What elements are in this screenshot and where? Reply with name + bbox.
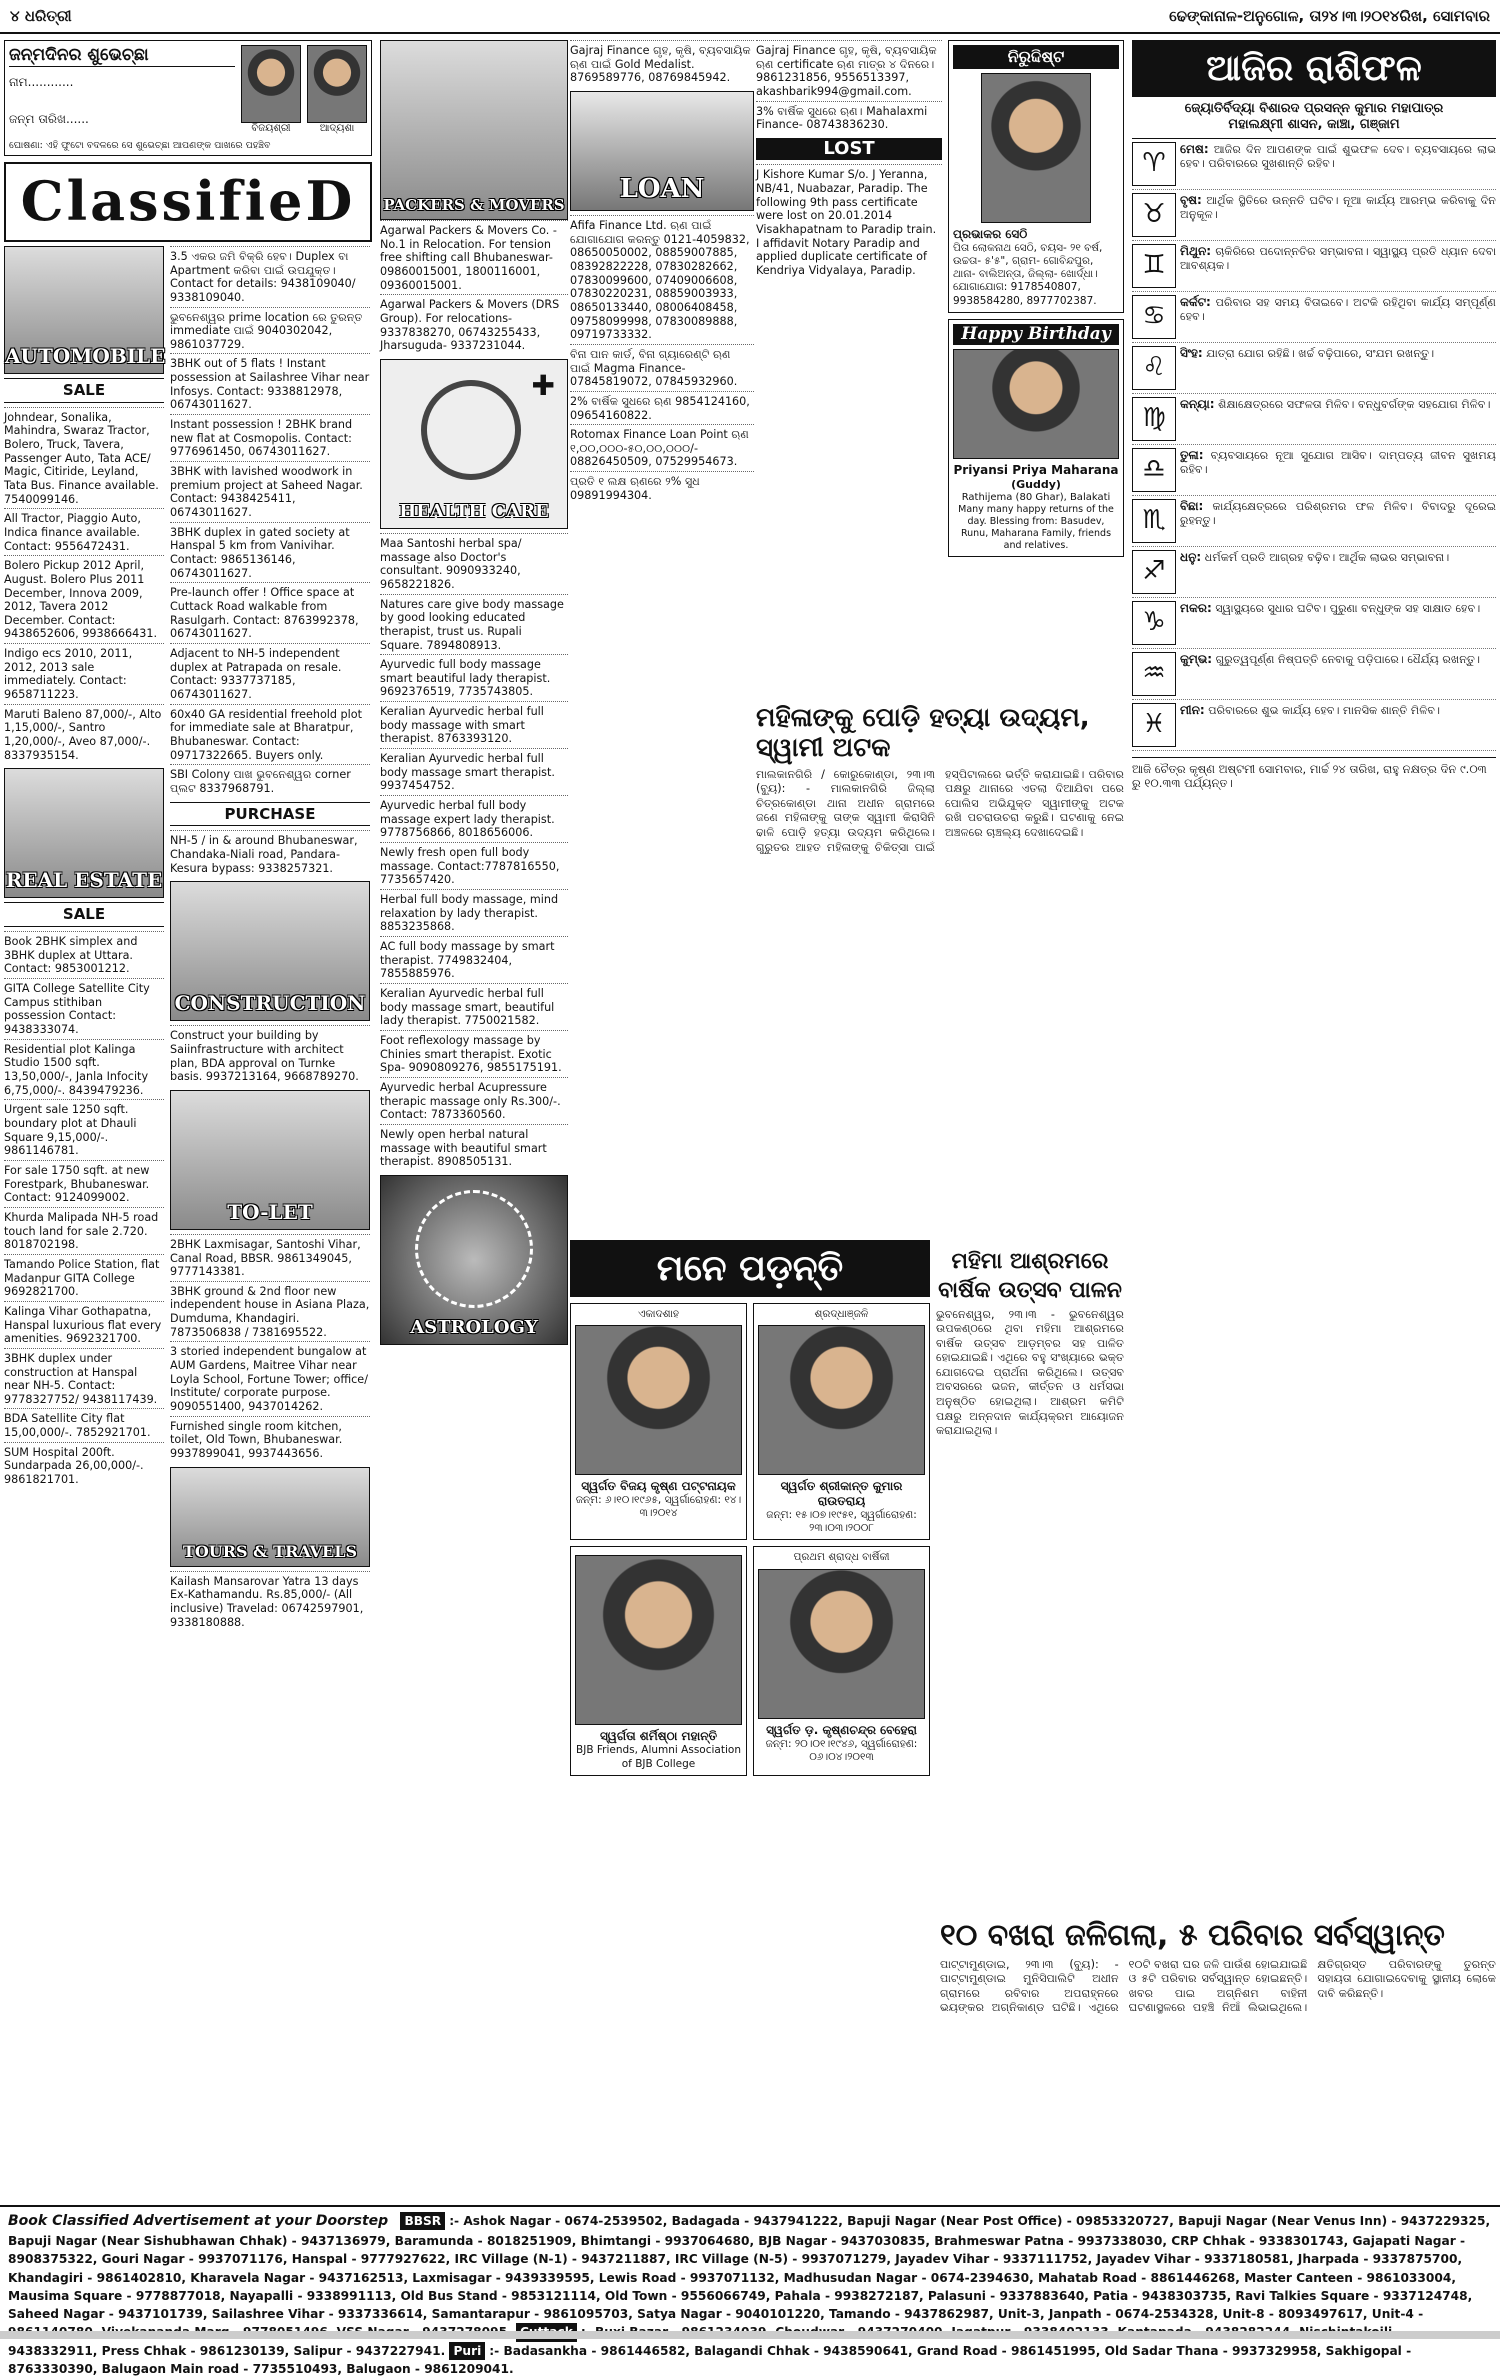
purchase-heading: PURCHASE [170, 802, 370, 827]
rashi-text [1180, 703, 1440, 747]
classified-ad: 3BHK with lavished woodwork in premium project at Saheed Nagar. Contact: 9438425411, 06743011627. [170, 461, 370, 522]
birthday-wish: Many many happy returns of the day. Blessing from: Basudev, Runu, Maharana Family, friends and relatives. [958, 504, 1114, 551]
classified-ad: NH-5 / in & around Bhubaneswar, Chandaka-Niali road, Pandara- Kesura bypass: 9338257321. [170, 830, 370, 877]
rashi-prediction: ଗୁରୁତ୍ୱପୂର୍ଣ୍ଣ ନିଷ୍ପତ୍ତି ନେବାକୁ ପଡ଼ିପାରେ। ଧୈର୍ଯ୍ୟ ରଖନ୍ତୁ। [1215, 652, 1480, 666]
story-1-headline: ମହିଳାଙ୍କୁ ପୋଡ଼ି ହତ୍ୟା ଉଦ୍ୟମ, ସ୍ୱାମୀ ଅଟକ [756, 703, 1090, 763]
classified-ad: Ayurvedic herbal Acupressure therapic massage only Rs.300/-. Contact: 7873360560. [380, 1077, 568, 1124]
rashi-prediction: ଧର୍ମକର୍ମ ପ୍ରତି ଆଗ୍ରହ ବଢ଼ିବ। ଆର୍ଥିକ ଲାଭର ସମ୍ଭାବନା। [1204, 550, 1450, 564]
rashi-prediction: ଚାକିରିରେ ପଦୋନ୍ନତିର ସମ୍ଭାବନା। ସ୍ୱାସ୍ଥ୍ୟ ପ୍ରତି ଧ୍ୟାନ ଦେବା ଆବଶ୍ୟକ। [1180, 244, 1496, 272]
rashi-name: ମିଥୁନ: [1180, 243, 1212, 258]
automobile-image [4, 246, 164, 374]
rashi-name: ସିଂହ: [1180, 345, 1203, 360]
zodiac-sign-icon: ♒ [1132, 652, 1176, 696]
rashi-row [1132, 547, 1496, 598]
story-2-headline-2: ବାର୍ଷିକ ଉତ୍ସବ ପାଳନ [938, 1278, 1122, 1304]
rashi-prediction: କାର୍ଯ୍ୟକ୍ଷେତ୍ରରେ ପରିଶ୍ରମର ଫଳ ମିଳିବ। ବିବାଦରୁ ଦୂରେଇ ରୁହନ୍ତୁ। [1180, 499, 1497, 527]
classified-ad: GITA College Satellite City Campus stithiban possession Contact: 9438333074. [4, 978, 164, 1039]
rashi-row [1132, 241, 1496, 292]
classified-ad: Tamando Police Station, flat Madanpur GITA College 9692821700. [4, 1254, 164, 1301]
story-3-body: ପାଟ୍ଟାମୁଣ୍ଡାଇ, ୨୩।୩ (ବ୍ୟୁ): - ପାଟ୍ଟାମୁଣ୍ଡାଇ ମୁନିସିପାଲିଟି ଅଧୀନ ଗ୍ରାମରେ ରବିବାର ଅପରାହ୍ନରେ ଭୟଙ୍କର ଅଗ୍ନିକାଣ୍ଡ ଘଟିଛି। ଏଥିରେ ୧୦ଟି ବଖରା ଘର ଜଳି ପାଉଁଶ ହୋଇଯାଇଛି ଓ ୫ଟି ପରିବାର ସର୍ବସ୍ୱାନ୍ତ ହୋଇଛନ୍ତି। ଖବର ପାଇ ଅଗ୍ନିଶମ ବାହିନୀ ଘଟଣାସ୍ଥଳରେ ପହଞ୍ଚି ନିଆଁ ଲିଭାଇଥିଲେ। କ୍ଷତିଗ୍ରସ୍ତ ପରିବାରଙ୍କୁ ତୁରନ୍ତ ସହାୟତା ଯୋଗାଇଦେବାକୁ ସ୍ଥାନୀୟ ଲୋକେ ଦାବି କରିଛନ୍ତି। [940, 1957, 1496, 2015]
rashi-text [1180, 652, 1480, 696]
column-6 [948, 40, 1124, 700]
rashi-row [1132, 598, 1496, 649]
astrologer-name: ଜ୍ୟୋତିର୍ବିଦ୍ୟା ବିଶାରଦ ପ୍ରସନ୍ନ କୁମାର ମହାପାତ୍ର [1184, 101, 1444, 116]
classified-ad: ବିନା ପାନ କାର୍ଡ, ବିନା ଗ୍ୟାରେଣ୍ଟି ଋଣ ପାଇଁ Magma Finance- 07845819072, 07845932960. [570, 344, 754, 391]
classified-ad: Maruti Baleno 87,000/-, Alto 1,15,000/-, Santro 1,20,000/-, Aveo 87,000/-. 8337935154. [4, 704, 164, 765]
real-estate-label: REAL ESTATE [5, 868, 163, 893]
rashi-text [1180, 448, 1496, 492]
zodiac-sign-icon: ♉ [1132, 193, 1176, 237]
classified-ad: Newly fresh open full body massage. Contact:7787816550, 7735657420. [380, 842, 568, 889]
rashi-prediction: ପରିବାର ସହ ସମୟ ବିତାଇବେ। ଅଟକି ରହିଥିବା କାର୍ଯ୍ୟ ସମ୍ପୂର୍ଣ୍ଣ ହେବ। [1180, 295, 1496, 323]
rashi-row [1132, 190, 1496, 241]
rashifal-title: ଆଜିର ରାଶିଫଳ [1132, 40, 1496, 97]
footer-puri-text: :- Badasankha - 9861446582, Balagandi Chhak - 9438590641, Grand Road - 9861451995, Old Sadar Thana - 9937329958, Sakhigopal - 8763330390, Balugaon Main road - 7735510493, Balugaon - 9861209041. [8, 2343, 1412, 2377]
classified-ad: Residential plot Kalinga Studio 1500 sqft. 13,50,000/-, Janla Infocity 6,75,000/-. 8439479236. [4, 1039, 164, 1100]
missing-text: ପିତା ଲୋକନାଥ ସେଠି, ବୟସ- ୨୧ ବର୍ଷ, ଉଚ୍ଚତା- ୫'୫", ଗ୍ରାମ- ଗୋବିନ୍ଦପୁର, ଥାନା- ବାଲିଅନ୍ତା, ଜିଲ୍ଲା- ଖୋର୍ଦ୍ଧା। ଯୋଗାଯୋଗ: 9178540807, 9938584280, 8977702387. [953, 242, 1103, 307]
rashi-prediction: ବ୍ୟବସାୟରେ ନୂଆ ସୁଯୋଗ ଆସିବ। ଦାମ୍ପତ୍ୟ ଜୀବନ ସୁଖମୟ ରହିବ। [1180, 448, 1496, 476]
birthday-wishes-box [4, 40, 372, 156]
classified-ad: Keralian Ayurvedic herbal full body massage smart, beautiful lady therapist. 7750021582. [380, 983, 568, 1030]
page-number: ୪ ଧରିତ୍ରୀ [10, 6, 72, 25]
missing-photo [981, 73, 1091, 223]
classified-ad: 3BHK duplex under construction at Hanspal near NH-5. Contact: 9778327752/ 9438117439. [4, 1348, 164, 1409]
classified-ad: Construct your building by Saiinfrastructure with architect plan, BDA approval on Turnke basis. 9937213164, 9668789270. [170, 1025, 370, 1086]
to-let-label: TO-LET [227, 1199, 313, 1224]
classified-ad: Afifa Finance Ltd. ଋଣ ପାଇଁ ଯୋଗାଯୋଗ କରନ୍ତୁ 0121-4059832, 08650050002, 08859007885, 08392822228, 07830282662, 07830099600, 07409006608, 07830220231, 08859003933, 08650133440, 08006408458, 09758099998, 07830089888, 09719733332. [570, 215, 754, 344]
horizontal-scrollbar[interactable] [0, 2331, 1500, 2339]
classified-ad: Maa Santoshi herbal spa/ massage also Doctor's consultant. 9090933240, 9658221826. [380, 533, 568, 594]
story-1 [756, 700, 1124, 1240]
missing-title: ନିରୁଦ୍ଦିଷ୍ଟ [953, 45, 1119, 69]
loan-image [570, 91, 754, 211]
child-name-2: ଆଦ୍ୟଶା [319, 123, 355, 134]
rashi-name: ମେଷ: [1180, 141, 1209, 156]
rashi-name: ବିଛା: [1180, 498, 1204, 513]
classified-ad: SUM Hospital 200ft. Sundarpada 26,00,000/-. 9861821701. [4, 1442, 164, 1489]
classified-ad: Gajraj Finance ଗୃହ, କୃଷି, ବ୍ୟବସାୟିକ ଋଣ ପାଇଁ Gold Medalist. 8769589776, 08769845942. [570, 40, 754, 87]
column-3 [380, 40, 568, 2200]
zodiac-sign-icon: ♍ [1132, 397, 1176, 441]
memorial-card-3 [753, 1546, 930, 1775]
memorial-2-photo [758, 1325, 925, 1475]
column-5 [756, 40, 942, 730]
classified-ad: Kailash Mansarovar Yatra 13 days Ex-Kathamandu. Rs.85,000/- (All inclusive) Travelad: 06742597901, 9338180888. [170, 1571, 370, 1632]
real-estate-image [4, 768, 164, 898]
zodiac-sign-icon: ♌ [1132, 346, 1176, 390]
classified-ad: Agarwal Packers & Movers Co. - No.1 in Relocation. For tension free shifting call Bhubaneswar- 09860015001, 1800116001, 09360015001. [380, 220, 568, 294]
story-2-headline-1: ମହିମା ଆଶ୍ରମରେ [951, 1249, 1109, 1274]
story-2 [936, 1245, 1124, 1915]
classified-ad: Newly open herbal natural massage with beautiful smart therapist. 8908505131. [380, 1124, 568, 1171]
construction-image [170, 881, 370, 1021]
classified-ad: All Tractor, Piaggio Auto, Indica finance available. Contact: 9556472431. [4, 508, 164, 555]
classified-ad: SBI Colony ପାଖ ଭୁବନେଶ୍ୱର corner ପ୍ଲଟ 8337968791. [170, 764, 370, 797]
birthday-note: ଘୋଷଣା: ଏହି ଫୁଟୋ ବଦଳରେ ସେ ଶୁଭେଚ୍ଛା ଆପଣଙ୍କ ପାଖରେ ପହଞ୍ଚିବ [9, 139, 271, 151]
birthday-box-title: ଜନ୍ମଦିନର ଶୁଭେଚ୍ଛା [9, 45, 235, 67]
automobile-label: AUTOMOBILE [5, 343, 166, 368]
rashi-text [1180, 601, 1480, 645]
rashi-row [1132, 700, 1496, 751]
classified-ad: 3BHK duplex in gated society at Hanspal 5 km from Vanivihar. Contact: 9865136146, 06743011627. [170, 522, 370, 583]
rashi-row [1132, 445, 1496, 496]
missing-person-box [948, 40, 1124, 313]
memorial-3-role: ପ୍ରଥମ ଶ୍ରାଦ୍ଧ ବାର୍ଷିକୀ [793, 1551, 890, 1564]
health-image [380, 359, 568, 529]
classified-ad: Indigo ecs 2010, 2011, 2012, 2013 sale immediately. Contact: 9658711223. [4, 643, 164, 704]
footer-lead: Book Classified Advertisement at your Doorstep [8, 2213, 389, 2229]
classified-ad: 3 storied independent bungalow at AUM Gardens, Maitree Vihar near Loyla School, Fortune Tower; office/ Institute/ corporate purpose. 9090551400, 9437014262. [170, 1341, 370, 1415]
memorial-1-text: ଜନ୍ମ: ୬।୧୦।୧୯୬୫, ସ୍ୱର୍ଗାରୋହଣ: ୧୪।୩।୨୦୧୪ [575, 1494, 742, 1520]
mane-padanti-section [570, 1240, 930, 2200]
birthday-child-photo [953, 349, 1119, 459]
column-4 [570, 40, 754, 1230]
memorial-card-1 [570, 1303, 747, 1540]
sale-heading: SALE [4, 378, 164, 403]
astrology-image [380, 1175, 568, 1345]
rashi-text [1180, 244, 1496, 288]
rashi-text [1180, 295, 1496, 339]
classified-ad: 3% ବାର୍ଷିକ ସୁଧରେ ଋଣ। Mahalaxmi Finance- 08743836230. [756, 101, 942, 134]
memorial-2-text: ଜନ୍ମ: ୧୫।୦୭।୧୯୫୧, ସ୍ୱର୍ଗାରୋହଣ: ୨୩।୦୩।୨୦୦୮ [766, 1509, 917, 1535]
memorial-card-2 [753, 1303, 930, 1540]
memorial-1-name: ସ୍ୱର୍ଗତ ବିଜୟ କୃଷ୍ଣ ପଟ୍ଟନାୟକ [581, 1479, 736, 1494]
rashi-prediction: ଯାତ୍ରା ଯୋଗ ରହିଛି। ଖର୍ଚ୍ଚ ବଢ଼ିପାରେ, ସଂଯମ ରଖନ୍ତୁ। [1206, 346, 1435, 360]
classified-ad: Khurda Malipada NH-5 road touch land for sale 2.720. 8018702198. [4, 1207, 164, 1254]
classified-ad: For sale 1750 sqft. at new Forestpark, Bhubaneswar. Contact: 9124099002. [4, 1160, 164, 1207]
classified-ad: Urgent sale 1250 sqft. boundary plot at Dhauli Square 9,15,000/-. 9861146781. [4, 1099, 164, 1160]
rashi-row [1132, 292, 1496, 343]
memorial-card-4 [570, 1546, 747, 1775]
rashi-text [1180, 193, 1496, 237]
mane-padanti-title: ମନେ ପଡ଼ନ୍ତି [570, 1240, 930, 1297]
construction-label: CONSTRUCTION [174, 991, 366, 1016]
memorial-4-text: BJB Friends, Alumni Association of BJB College [576, 1744, 741, 1770]
classified-ad: 3BHK out of 5 flats ! Instant possession at Sailashree Vihar near Infosys. Contact: 9338812978, 06743011627. [170, 353, 370, 414]
classified-ad: BDA Satellite City flat 15,00,000/-. 7852921701. [4, 1408, 164, 1441]
page-date: ଢେଙ୍କାନାଳ-ଅନୁଗୋଳ, ତା୨୪।୩।୨୦୧୪ରିଖ, ସୋମବାର [1169, 6, 1490, 25]
classified-ad: Herbal full body massage, mind relaxation by lady therapist. 8853235868. [380, 889, 568, 936]
panji-footer: ଆଜି ଚୈତ୍ର କୃଷ୍ଣ ଅଷ୍ଟମୀ ସୋମବାର, ମାର୍ଚ୍ଚ ୨୪ ତାରିଖ, ରାହୁ ନକ୍ଷତ୍ର ଦିନ ୯.୦୩ ରୁ ୧୦.୩୩ ପର୍ଯ୍ୟନ୍ତ। [1132, 757, 1496, 791]
rashi-name: କୁମ୍ଭ: [1180, 651, 1213, 666]
classified-ad: Instant possession ! 2BHK brand new flat at Cosmopolis. Contact: 9776961450, 06743011627. [170, 414, 370, 461]
health-label: HEALTH CARE [399, 501, 549, 523]
memorial-3-text: ଜନ୍ମ: ୨୦।୦୧।୧୯୪୬, ସ୍ୱର୍ଗାରୋହଣ: ୦୬।୦୪।୨୦୧୩ [765, 1737, 918, 1763]
tours-label: TOURS & TRAVELS [182, 1541, 358, 1561]
classified-ad: Pre-launch offer ! Office space at Cuttack Road walkable from Rasulgarh. Contact: 8763992378, 06743011627. [170, 582, 370, 643]
rashi-name: ଧନୁ: [1180, 549, 1202, 564]
rashi-prediction: ପରିବାରରେ ଶୁଭ କାର୍ଯ୍ୟ ହେବ। ମାନସିକ ଶାନ୍ତି ମିଳିବ। [1208, 703, 1441, 717]
packers-label: PACKERS & MOVERS [383, 196, 565, 215]
zodiac-sign-icon: ♏ [1132, 499, 1176, 543]
zodiac-sign-icon: ♋ [1132, 295, 1176, 339]
zodiac-sign-icon: ♊ [1132, 244, 1176, 288]
rashi-row [1132, 394, 1496, 445]
classified-title: ClassifieD [4, 162, 372, 242]
classified-ad: 2% ବାର୍ଷିକ ସୁଧରେ ଋଣ 9854124160, 09654160822. [570, 391, 754, 424]
rashi-row [1132, 649, 1496, 700]
missing-name: ପ୍ରଭାକର ସେଠି [953, 227, 1028, 241]
footer-cuttack-text: 9438332911, Press Chhak - 9861230139, Salipur - 9437227941. [8, 2343, 446, 2358]
column-1 [4, 40, 372, 2200]
classified-ad: Agarwal Packers & Movers (DRS Group). For relocations- 9337838270, 06743255433, Jharsuguda- 9337231044. [380, 294, 568, 355]
story-3 [940, 1915, 1496, 2200]
footer-bbsr-text: :- Ashok Nagar - 0674-2539502, Badagada - 9437941222, Bapuji Nagar (Near Post Office) - 09853320727, Bapuji Nagar (Near Venus Inn) - 9437229325, Bapuji Nagar (Near Sishubhawan Chhak) - 9437136979, Baramunda - 8018251909, Bhimtangi - 9937064680, BJB Nagar - 9437030835, Brahmeswar Patna - 9937338030, CRP Chhak - 9338301743, Gajapati Nagar - 8908375322, Gouri Nagar - 9937071176, Hanspal - 9777927622, IRC Village (N-1) - 9437211887, IRC Village (N-5) - 9937071279, Jayadev Vihar - 9337111752, Jayadev Vihar - 9337180581, Jharpada - 9337875700, Khandagiri - 9861402810, Kharavela Nagar - 9437162513, Laxmisagar - 9439339595, Lewis Road - 9937071132, Madhusudan Nagar - 0674-2394630, Mahatab Road - 8861446268, Master Canteen - 9861033004, Mausima Square - 9778877018, Nayapalli - 9338991113, Old Bus Stand - 9853121114, Old Town - 9556066749, Pahala - 9938272187, Palasuni - 9337883640, Patia - 9438303735, Ravi Talkies Square - 9337124748, Saheed Nagar - 9437101739, Sailashree Vihar - 9337336614, Samantarapur - 9861095703, Satya Nagar - 9040101220, Tamando - 9437862987, Unit-3, Janpath - 0674-2534328, Unit-8 - 8093497617, Unit-4 - [8, 2214, 1491, 2322]
booking-footer [0, 2205, 1500, 2377]
lost-heading: LOST [756, 138, 942, 161]
story-3-headline: ୧୦ ବଖରା ଜଳିଗଲା, ୫ ପରିବାର ସର୍ବସ୍ୱାନ୍ତ [940, 1918, 1445, 1953]
classified-ad: Bolero Pickup 2012 April, August. Bolero Plus 2011 December, Innova 2009, 2012, Tavera 2012 December. Contact: 9438652606, 9938666431. [4, 555, 164, 643]
rashi-name: କର୍କଟ: [1180, 294, 1211, 309]
child-name-1: ବିଜୟଶ୍ରୀ [251, 123, 291, 134]
classified-ad: Furnished single room kitchen, toilet, Old Town, Bhubaneswar. 9937899041, 9937443656. [170, 1416, 370, 1463]
rashi-row [1132, 139, 1496, 190]
dob-field: ଜନ୍ମ ତାରିଖ...... [9, 112, 89, 127]
classified-ad: Adjacent to NH-5 independent duplex at Patrapada on resale. Contact: 9337737185, 06743011627. [170, 643, 370, 704]
rashi-prediction: ଆଜିର ଦିନ ଆପଣଙ୍କ ପାଇଁ ଶୁଭଫଳ ଦେବ। ବ୍ୟବସାୟରେ ଲାଭ ହେବ। ପରିବାରରେ ସୁଖଶାନ୍ତି ରହିବ। [1180, 142, 1496, 170]
memorial-3-photo [758, 1569, 925, 1719]
to-let-image [170, 1090, 370, 1230]
sale-heading-2: SALE [4, 902, 164, 927]
classified-ad: Keralian Ayurvedic herbal full body massage smart therapist. 9937454752. [380, 748, 568, 795]
rashi-text [1180, 550, 1449, 594]
rashi-text [1180, 397, 1491, 441]
rashi-name: ବୃଷ: [1180, 192, 1202, 207]
classified-ad: 2BHK Laxmisagar, Santoshi Vihar, Canal Road, BBSR. 9861349045, 9777143381. [170, 1234, 370, 1281]
packers-image [380, 40, 568, 220]
child-photo-1 [241, 45, 301, 123]
memorial-1-photo [575, 1325, 742, 1475]
rashi-text [1180, 142, 1496, 186]
classified-ad: Rotomax Finance Loan Point ଋଣ ୧,୦୦,୦୦୦-୫୦,୦୦,୦୦୦/- 08826450509, 07529954673. [570, 424, 754, 471]
classified-ad: 3.5 ଏକର ଜମି ବିକ୍ରି ହେବ। Duplex ବା Apartment କରିବା ପାଇଁ ଉପଯୁକ୍ତ। Contact for details: 9438109040/ 9338109040. [170, 246, 370, 307]
child-photo-2 [307, 45, 367, 123]
astrologer-place: ମହାଲକ୍ଷ୍ମୀ ଶାସନ, କାଞ୍ଚା, ଗଞ୍ଜାମ [1132, 117, 1496, 138]
story-1-body: ମାଲକାନଗିରି / କୋରୁକୋଣ୍ଡା, ୨୩।୩ (ବ୍ୟୁ): - ମାଲକାନଗିରି ଜିଲ୍ଲା ଚିତ୍ରକୋଣ୍ଡା ଥାନା ଅଧୀନ ଗ୍ରାମରେ ଜଣେ ମହିଳାଙ୍କୁ ତାଙ୍କ ସ୍ୱାମୀ କିରାସିନି ଢାଳି ପୋଡ଼ି ହତ୍ୟା ଉଦ୍ୟମ କରିଥିଲେ। ଗୁରୁତର ଆହତ ମହିଳାଙ୍କୁ ଚିକିତ୍ସା ପାଇଁ ହସ୍ପିଟାଲରେ ଭର୍ତ୍ତି କରାଯାଇଛି। ପରିବାର ପକ୍ଷରୁ ଥାନାରେ ଏତଲା ଦିଆଯିବା ପରେ ପୋଲିସ ଅଭିଯୁକ୍ତ ସ୍ୱାମୀଙ୍କୁ ଅଟକ ରଖି ପଚରାଉଚରା କରୁଛି। ଘଟଣାକୁ ନେଇ ଅଞ୍ଚଳରେ ଚାଞ୍ଚଲ୍ୟ ଦେଖାଦେଇଛି। [756, 767, 1124, 854]
memorial-4-name: ସ୍ୱର୍ଗତା ଶର୍ମିଷ୍ଠା ମହାନ୍ତି [599, 1729, 718, 1744]
classified-ad: Book 2BHK simplex and 3BHK duplex at Uttara. Contact: 9853001212. [4, 931, 164, 978]
plus-icon: ✚ [531, 368, 555, 402]
rashi-row [1132, 343, 1496, 394]
rashi-row [1132, 496, 1496, 547]
classified-ad: Ayurvedic full body massage smart beautiful lady therapist. 9692376519, 7735743805. [380, 654, 568, 701]
classified-ad: 3BHK ground & 2nd floor new independent house in Asiana Plaza, Dumduma, Khandagiri. 7873506838 / 7381695522. [170, 1281, 370, 1342]
classified-ad: AC full body massage by smart therapist. 7749832404, 7855885976. [380, 936, 568, 983]
stethoscope-icon [421, 380, 521, 480]
classified-ad: 60x40 GA residential freehold plot for immediate sale at Bharatpur, Bhubaneswar. Contact: 09717322665. Buyers only. [170, 704, 370, 765]
rashi-text [1180, 499, 1496, 543]
name-field: ନାମ............ [9, 75, 74, 90]
classified-ad: ପ୍ରତି ୧ ଲକ୍ଷ ଋଣରେ ୨% ସୁଧ 09891994304. [570, 471, 754, 504]
classified-ad: J Kishore Kumar S/o. J Yeranna, NB/41, Nuabazar, Paradip. The following 9th pass certificate were lost on 20.01.2014 Visakhapatnam to Paradip train. I affidavit Notary Paradip and applied duplicate certificate of Kendriya Vidyalaya, Paradip. [756, 164, 942, 279]
memorial-1-role: ଏକାଦଶାହ [637, 1308, 680, 1320]
story-2-body: ଭୁବନେଶ୍ୱର, ୨୩।୩ - ଭୁବନେଶ୍ୱର ଉପକଣ୍ଠରେ ଥିବା ମହିମା ଆଶ୍ରମରେ ବାର୍ଷିକ ଉତ୍ସବ ଆଡ଼ମ୍ବର ସହ ପାଳିତ ହୋଇଯାଇଛି। ଏଥିରେ ବହୁ ସଂଖ୍ୟାରେ ଭକ୍ତ ଯୋଗଦେଇ ପ୍ରାର୍ଥନା କରିଥିଲେ। ଉତ୍ସବ ଅବସରରେ ଭଜନ, କୀର୍ତ୍ତନ ଓ ଧର୍ମସଭା ଅନୁଷ୍ଠିତ ହୋଇଥିଲା। ଆଶ୍ରମ କମିଟି ପକ୍ଷରୁ ଅନ୍ନଦାନ କାର୍ଯ୍ୟକ୍ରମ ଆୟୋଜନ କରାଯାଇଥିଲା। [936, 1307, 1124, 1438]
rashi-prediction: ଶିକ୍ଷାକ୍ଷେତ୍ରରେ ସଫଳତା ମିଳିବ। ବନ୍ଧୁବର୍ଗଙ୍କ ସହଯୋଗ ମିଳିବ। [1218, 397, 1491, 411]
astrology-label: ASTROLOGY [410, 1317, 538, 1339]
classified-ad: ଭୁବନେଶ୍ୱର prime location ରେ ତୁରନ୍ତ immediate ପାଇଁ 9040302042, 9861037729. [170, 307, 370, 354]
classified-ad: Gajraj Finance ଗୃହ, କୃଷି, ବ୍ୟବସାୟିକ ଋଣ certificate ଋଣ ମାତ୍ର ୪ ଦିନରେ। 9861231856, 9556513397, akashbarik994@gmail.com. [756, 40, 942, 101]
memorial-3-name: ସ୍ୱର୍ଗତ ଡ଼. କୃଷ୍ଣଚନ୍ଦ୍ର ବେହେରା [766, 1722, 917, 1737]
rashifal-section [1132, 40, 1496, 1530]
happy-birthday-box [948, 319, 1124, 557]
memorial-2-name: ସ୍ୱର୍ଗତ ଶ୍ରୀକାନ୍ତ କୁମାର ରାଉତରାୟ [780, 1479, 903, 1509]
footer-puri-tag: Puri [449, 2342, 485, 2360]
rashi-name: କନ୍ୟା: [1180, 396, 1215, 411]
classified-ad: Foot reflexology massage by Chinies smart therapist. Exotic Spa- 9090809276, 9855175191. [380, 1030, 568, 1077]
memorial-4-photo [575, 1555, 742, 1725]
happy-birthday-title: Happy Birthday [953, 324, 1119, 345]
page-header [0, 0, 1500, 34]
rashi-text [1180, 346, 1434, 390]
classified-ad: Kalinga Vihar Gothapatna, Hanspal luxurious flat every amenities. 9692321700. [4, 1301, 164, 1348]
rashi-name: ମୀନ: [1180, 702, 1205, 717]
zodiac-wheel-icon [415, 1190, 533, 1308]
classified-ad: Johndear, Sonalika, Mahindra, Swaraz Tractor, Bolero, Truck, Tavera, Passenger Auto, Tata ACE/ Magic, Citiride, Leyland, Tata Bus. Finance available. 7540099146. [4, 407, 164, 509]
birthday-child-place: Rathijema (80 Ghar), Balakati [961, 491, 1111, 503]
zodiac-sign-icon: ♐ [1132, 550, 1176, 594]
classified-ad: Keralian Ayurvedic herbal full body massage with smart therapist. 8763393120. [380, 701, 568, 748]
zodiac-sign-icon: ♎ [1132, 448, 1176, 492]
birthday-child-name: Priyansi Priya Maharana [953, 462, 1119, 477]
rashi-name: ମକର: [1180, 600, 1212, 615]
rashi-name: ତୁଳା: [1180, 447, 1204, 462]
classified-ad: Natures care give body massage by good looking educated therapist, trust us. Rupali Square. 7894808913. [380, 594, 568, 655]
zodiac-sign-icon: ♑ [1132, 601, 1176, 645]
zodiac-sign-icon: ♈ [1132, 142, 1176, 186]
memorial-2-role: ଶ୍ରଦ୍ଧାଞ୍ଜଳି [814, 1308, 869, 1320]
tours-image [170, 1467, 370, 1567]
classified-ad: Ayurvedic herbal full body massage expert lady therapist. 9778756866, 8018656006. [380, 795, 568, 842]
birthday-child-nick: (Guddy) [1011, 477, 1061, 491]
rashi-prediction: ସ୍ୱାସ୍ଥ୍ୟରେ ସୁଧାର ଘଟିବ। ପୁରୁଣା ବନ୍ଧୁଙ୍କ ସହ ସାକ୍ଷାତ ହେବ। [1215, 601, 1481, 615]
loan-label: LOAN [619, 174, 705, 205]
footer-bbsr-tag: BBSR [400, 2212, 445, 2230]
rashi-prediction: ଆର୍ଥିକ ସ୍ଥିତିରେ ଉନ୍ନତି ଘଟିବ। ନୂଆ କାର୍ଯ୍ୟ ଆରମ୍ଭ କରିବାକୁ ଦିନ ଅନୁକୂଳ। [1180, 193, 1496, 221]
zodiac-sign-icon: ♓ [1132, 703, 1176, 747]
